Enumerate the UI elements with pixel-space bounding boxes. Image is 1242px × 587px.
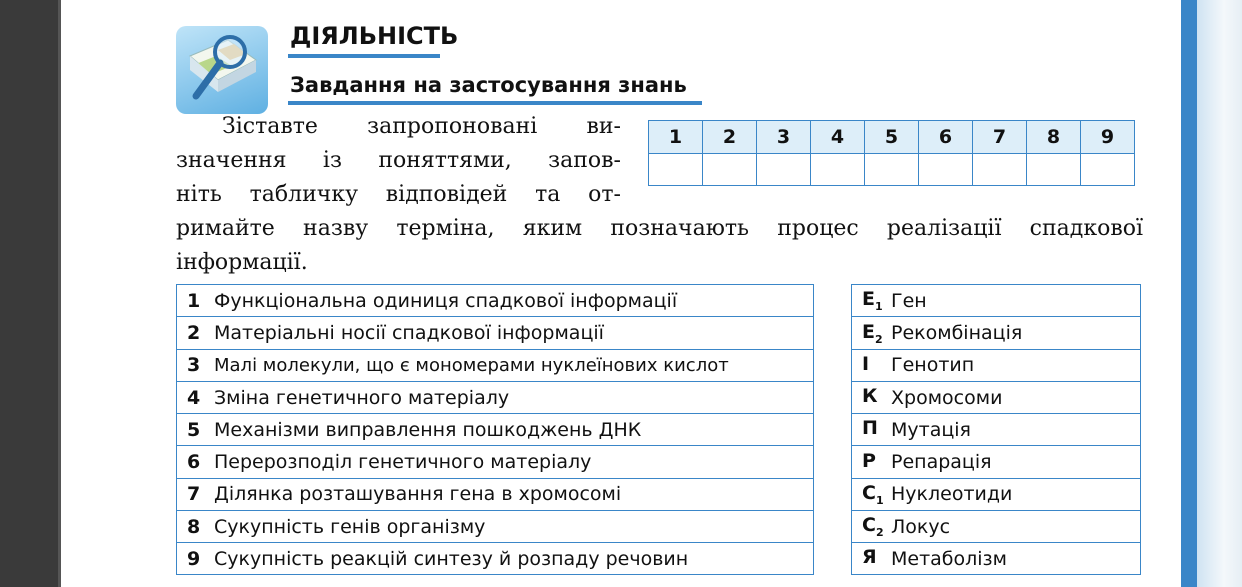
term-code <box>852 482 888 507</box>
right-blue-bar <box>1181 0 1197 587</box>
answer-header-cell: 1 <box>649 121 703 154</box>
term-code <box>852 514 888 539</box>
answer-header-cell: 4 <box>811 121 865 154</box>
term-code <box>852 385 888 410</box>
term-code <box>852 288 888 313</box>
definition-number: 1 <box>187 289 201 312</box>
definition-number: 2 <box>187 321 201 344</box>
term-row <box>851 284 1141 316</box>
answer-table-header-row <box>649 121 1135 154</box>
definition-row <box>176 542 814 574</box>
section-title-underline <box>288 54 440 58</box>
term-code <box>852 321 888 346</box>
definition-number: 7 <box>187 483 201 506</box>
answer-blank-cell[interactable] <box>649 154 703 186</box>
answer-header-cell: 9 <box>1081 121 1135 154</box>
answer-header-cell: 8 <box>1027 121 1081 154</box>
definition-text: Матеріальні носії спадкової інформації <box>214 321 604 344</box>
term-subscript: 2 <box>875 526 884 540</box>
definition-row <box>176 284 814 316</box>
term-text: Нуклеотиди <box>891 483 1013 506</box>
definition-row <box>176 413 814 445</box>
definition-text: Функціональна одиниця спадкової інформації <box>214 289 678 312</box>
term-letter: Е <box>862 320 875 343</box>
definition-number: 6 <box>187 451 201 474</box>
term-code <box>852 353 888 378</box>
definition-row <box>176 316 814 348</box>
term-subscript: 1 <box>874 300 883 314</box>
term-text: Метаболізм <box>891 547 1007 570</box>
answer-blank-cell[interactable] <box>757 154 811 186</box>
instruction-line-3: ніть табличку відповідей та от- <box>176 182 621 207</box>
term-row <box>851 413 1141 445</box>
term-row <box>851 478 1141 510</box>
definition-text: Малі молекули, що є мономерами нуклеїнових кислот <box>214 354 729 376</box>
term-letter: К <box>862 385 878 408</box>
term-letter: П <box>862 417 878 440</box>
definition-row <box>176 478 814 510</box>
right-page-edge <box>1197 0 1242 587</box>
task-title: Завдання на застосування знань <box>290 73 687 97</box>
answer-blank-cell[interactable] <box>703 154 757 186</box>
answer-table <box>648 120 1135 186</box>
terms-list <box>851 284 1141 575</box>
section-title: ДІЯЛЬНІСТЬ <box>290 22 459 50</box>
term-text: Мутація <box>891 418 971 441</box>
answer-header-cell: 6 <box>919 121 973 154</box>
answer-blank-cell[interactable] <box>973 154 1027 186</box>
answer-blank-cell[interactable] <box>865 154 919 186</box>
answer-header-cell: 5 <box>865 121 919 154</box>
term-letter: С <box>862 482 876 505</box>
definition-number: 5 <box>187 418 201 441</box>
definition-number: 3 <box>187 354 201 377</box>
term-code <box>852 546 888 571</box>
instruction-line-1: Зіставте запропоновані ви- <box>222 114 621 139</box>
definition-number: 4 <box>187 386 201 409</box>
term-letter: Я <box>862 546 877 569</box>
instruction-line-2: значення із поняттями, запов- <box>176 148 621 173</box>
definition-text: Сукупність генів організму <box>214 515 486 538</box>
magnifier-over-map-icon <box>176 26 268 114</box>
term-row <box>851 510 1141 542</box>
answer-header-cell: 3 <box>757 121 811 154</box>
answer-blank-cell[interactable] <box>1081 154 1135 186</box>
term-code <box>852 417 888 442</box>
term-row <box>851 349 1141 381</box>
definition-text: Ділянка розташування гена в хромосомі <box>214 483 622 506</box>
answer-blank-cell[interactable] <box>1027 154 1081 186</box>
term-subscript: 1 <box>875 493 884 507</box>
term-letter: І <box>862 352 870 375</box>
term-letter: С <box>862 514 876 537</box>
answer-table-blank-row <box>649 154 1135 186</box>
definition-number: 9 <box>187 547 201 570</box>
term-subscript: 2 <box>874 332 883 346</box>
answer-header-cell: 2 <box>703 121 757 154</box>
term-row <box>851 381 1141 413</box>
term-row <box>851 542 1141 574</box>
term-text: Хромосоми <box>891 386 1003 409</box>
term-text: Генотип <box>891 354 975 377</box>
term-letter: Р <box>862 449 876 472</box>
term-row <box>851 445 1141 477</box>
term-text: Локус <box>891 515 951 538</box>
answer-header-cell: 7 <box>973 121 1027 154</box>
definition-row <box>176 445 814 477</box>
answer-blank-cell[interactable] <box>919 154 973 186</box>
definitions-list <box>176 284 814 575</box>
term-letter: Е <box>862 288 875 311</box>
answer-blank-cell[interactable] <box>811 154 865 186</box>
definition-text: Механізми виправлення пошкоджень ДНК <box>214 418 642 441</box>
term-code <box>852 450 888 475</box>
definition-row <box>176 381 814 413</box>
left-dark-margin <box>0 0 61 587</box>
term-text: Репарація <box>891 451 992 474</box>
term-text: Ген <box>891 289 927 312</box>
definition-text: Зміна генетичного матеріалу <box>214 386 510 409</box>
definition-row <box>176 510 814 542</box>
definition-text: Сукупність реакцій синтезу й розпаду речовин <box>214 547 689 570</box>
instruction-line-4: римайте назву терміна, яким позначають процес реалізації спадкової <box>176 216 1143 241</box>
term-text: Рекомбінація <box>891 321 1023 344</box>
instruction-line-5: інформації. <box>176 250 308 275</box>
definition-row <box>176 349 814 381</box>
task-title-underline <box>288 101 702 105</box>
definition-number: 8 <box>187 515 201 538</box>
term-row <box>851 316 1141 348</box>
definition-text: Перерозподіл генетичного матеріалу <box>214 451 592 474</box>
